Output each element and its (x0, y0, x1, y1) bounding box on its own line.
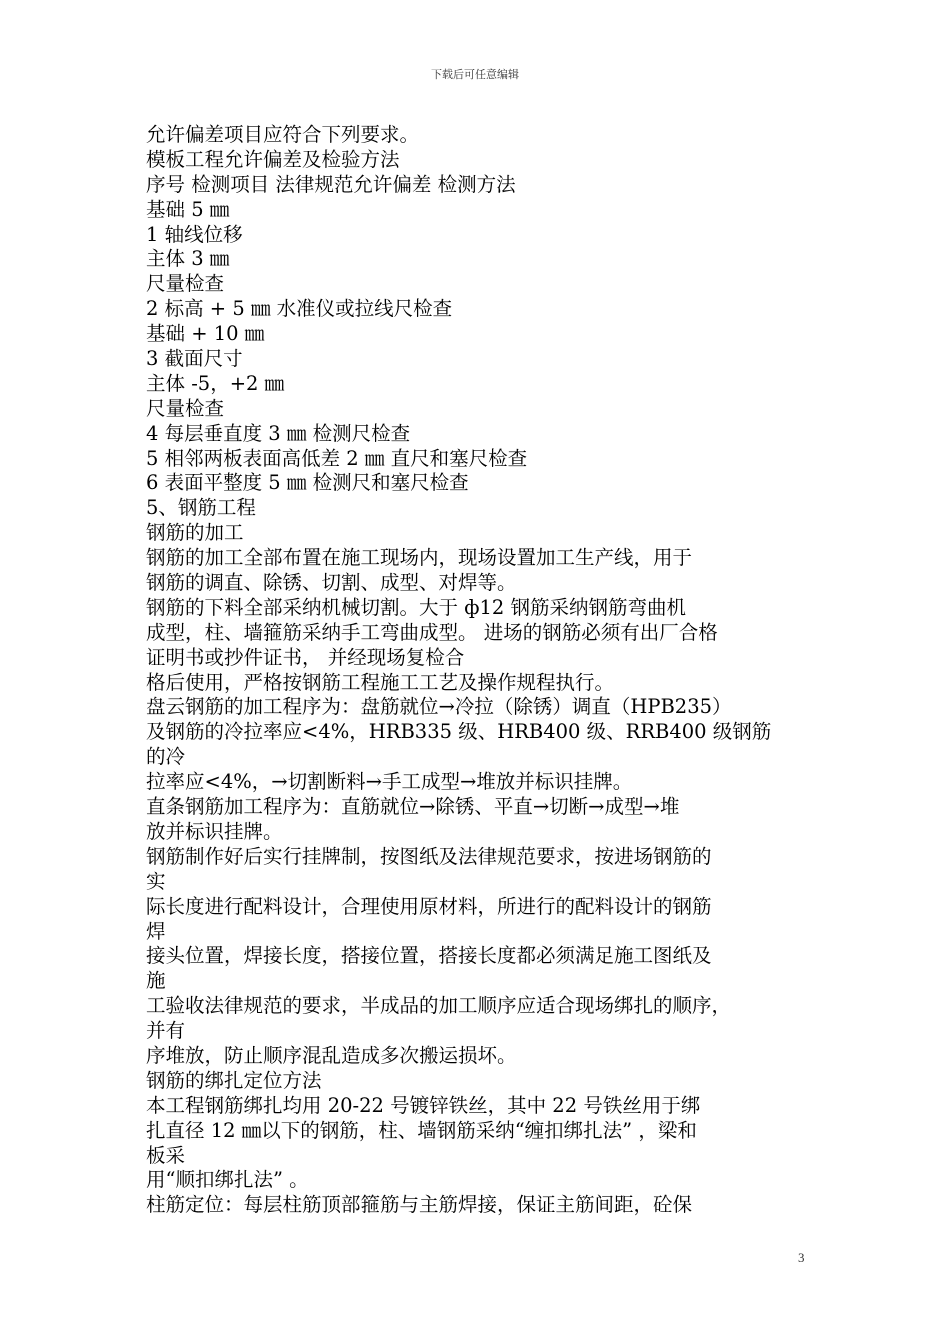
text-line: 序号 检测项目 法律规范允许偏差 检测方法 (146, 172, 516, 196)
text-line: 焊 (146, 919, 166, 943)
document-body (146, 123, 826, 1218)
text-line: 钢筋制作好后实行挂牌制，按图纸及法律规范要求，按进场钢筋的 (146, 844, 712, 868)
text-line: 尺量检查 (146, 272, 225, 296)
text-line: 工验收法律规范的要求，半成品的加工顺序应适合现场绑扎的顺序， (146, 994, 732, 1018)
text-line: 序堆放，防止顺序混乱造成多次搬运损坏。 (146, 1043, 517, 1067)
text-line: 钢筋的加工全部布置在施工现场内，现场设置加工生产线，用于 (146, 546, 693, 570)
text-line: 的冷 (146, 745, 186, 769)
text-line: 拉率应<4%，→切割断料→手工成型→堆放并标识挂牌。 (146, 770, 633, 794)
text-line: 板采 (146, 1143, 186, 1167)
text-line: 成型，柱、墙箍筋采纳手工弯曲成型。 进场的钢筋必须有出厂合格 (146, 620, 718, 644)
text-line: 主体 -5，+2 ㎜ (146, 371, 285, 395)
text-line: 证明书或抄件证书， 并经现场复检合 (146, 645, 465, 669)
text-line: 3 截面尺寸 (146, 347, 243, 371)
text-line: 格后使用，严格按钢筋工程施工工艺及操作规程执行。 (146, 670, 615, 694)
text-line: 2 标高 + 5 ㎜ 水准仪或拉线尺检查 (146, 297, 453, 321)
text-line: 模板工程允许偏差及检验方法 (146, 147, 400, 171)
section-heading: 5、钢筋工程 (146, 496, 256, 520)
text-line: 实 (146, 869, 166, 893)
text-line: 允许偏差项目应符合下列要求。 (146, 123, 420, 146)
text-line: 6 表面平整度 5 ㎜ 检测尺和塞尺检查 (146, 471, 469, 495)
text-line: 直条钢筋加工程序为：直筋就位→除锈、平直→切断→成型→堆 (146, 795, 680, 819)
text-line: 盘云钢筋的加工程序为：盘筋就位→冷拉（除锈）调直（HPB235） (146, 695, 732, 719)
text-line: 扎直径 12 ㎜以下的钢筋，柱、墙钢筋采纳“缠扣绑扎法” ，梁和 (146, 1118, 697, 1142)
text-line: 钢筋的下料全部采纳机械切割。大于 ф12 钢筋采纳钢筋弯曲机 (146, 595, 686, 619)
text-line: 基础 + 10 ㎜ (146, 322, 265, 346)
text-line: 主体 3 ㎜ (146, 247, 230, 271)
text-line: 基础 5 ㎜ (146, 197, 230, 221)
subsection-heading: 钢筋的绑扎定位方法 (146, 1068, 322, 1092)
text-line: 本工程钢筋绑扎均用 20-22 号镀锌铁丝，其中 22 号铁丝用于绑 (146, 1093, 701, 1117)
text-line: 柱筋定位：每层柱筋顶部箍筋与主筋焊接，保证主筋间距，砼保 (146, 1193, 693, 1217)
text-line: 施 (146, 969, 166, 993)
text-line: 钢筋的调直、除锈、切割、成型、对焊等。 (146, 571, 517, 595)
text-line: 5 相邻两板表面高低差 2 ㎜ 直尺和塞尺检查 (146, 446, 528, 470)
text-line: 及钢筋的冷拉率应<4%，HRB335 级、HRB400 级、RRB400 级钢筋 (146, 720, 772, 744)
text-line: 4 每层垂直度 3 ㎜ 检测尺检查 (146, 421, 411, 445)
page-number: 3 (798, 1250, 805, 1265)
page-header: 下载后可任意编辑 (431, 68, 519, 81)
text-line: 放并标识挂牌。 (146, 819, 283, 843)
text-line: 用“顺扣绑扎法” 。 (146, 1168, 309, 1192)
text-line: 并有 (146, 1019, 186, 1043)
text-line: 接头位置，焊接长度，搭接位置，搭接长度都必须满足施工图纸及 (146, 944, 712, 968)
subsection-heading: 钢筋的加工 (146, 521, 244, 545)
text-line: 际长度进行配料设计，合理使用原材料，所进行的配料设计的钢筋 (146, 894, 712, 918)
text-line: 尺量检查 (146, 396, 225, 420)
text-line: 1 轴线位移 (146, 222, 243, 246)
